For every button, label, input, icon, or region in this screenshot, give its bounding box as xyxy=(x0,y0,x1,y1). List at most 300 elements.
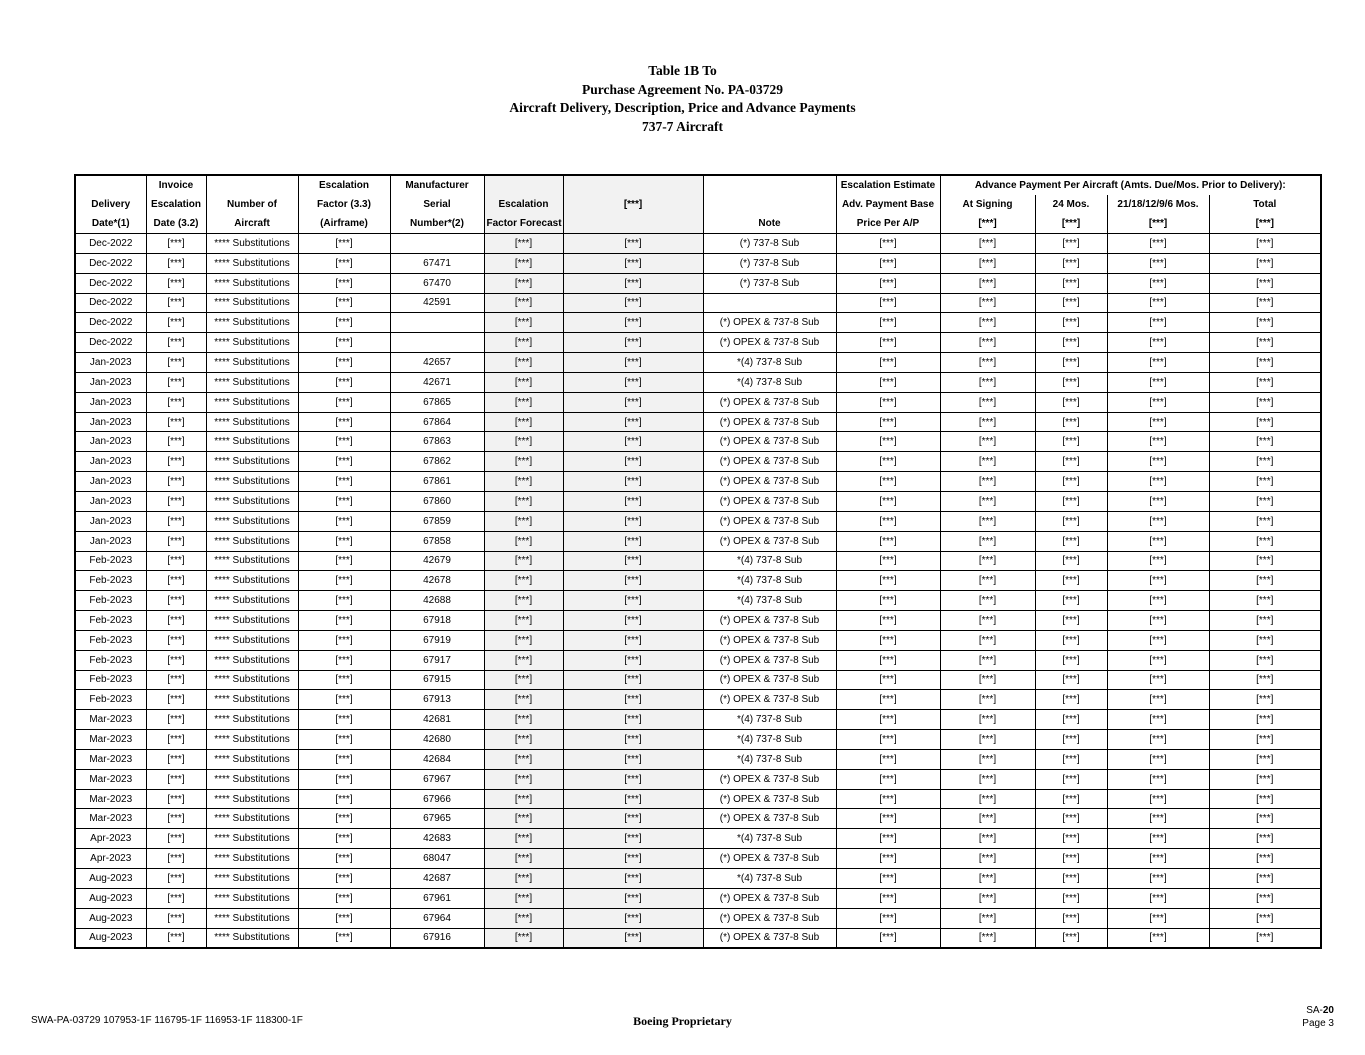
table-cell: [***] xyxy=(484,908,563,928)
table-cell: [***] xyxy=(836,769,940,789)
table-cell: [***] xyxy=(1035,928,1107,948)
table-cell: Jan-2023 xyxy=(75,511,146,531)
table-cell: [***] xyxy=(940,908,1035,928)
table-row xyxy=(75,789,1321,809)
table-cell: [***] xyxy=(1107,293,1209,313)
table-cell: **** Substitutions xyxy=(206,849,298,869)
table-cell: [***] xyxy=(836,253,940,273)
table-cell: [***] xyxy=(836,551,940,571)
table-cell: [***] xyxy=(146,888,206,908)
table-cell: [***] xyxy=(563,531,703,551)
table-cell: [***] xyxy=(146,234,206,254)
table-cell: *(4) 737-8 Sub xyxy=(703,551,836,571)
table-cell: Jan-2023 xyxy=(75,472,146,492)
table-row xyxy=(75,234,1321,254)
table-cell: [***] xyxy=(146,690,206,710)
table-cell: [***] xyxy=(146,571,206,591)
table-cell: [***] xyxy=(1209,749,1321,769)
table-cell: [***] xyxy=(563,730,703,750)
table-cell: [***] xyxy=(1209,571,1321,591)
table-cell: [***] xyxy=(1107,888,1209,908)
table-cell: [***] xyxy=(563,234,703,254)
table-cell: [***] xyxy=(484,670,563,690)
table-cell: [***] xyxy=(146,313,206,333)
table-cell: [***] xyxy=(940,253,1035,273)
table-cell: [***] xyxy=(940,888,1035,908)
sa-prefix: SA- xyxy=(1306,1005,1323,1016)
table-cell: [***] xyxy=(836,412,940,432)
table-cell: [***] xyxy=(1107,928,1209,948)
table-cell: 67966 xyxy=(390,789,484,809)
table-cell: [***] xyxy=(1107,273,1209,293)
table-cell: [***] xyxy=(1209,829,1321,849)
table-row xyxy=(75,888,1321,908)
table-cell: [***] xyxy=(484,432,563,452)
table-cell: [***] xyxy=(836,749,940,769)
table-cell: 67913 xyxy=(390,690,484,710)
table-cell: **** Substitutions xyxy=(206,491,298,511)
table-cell: **** Substitutions xyxy=(206,789,298,809)
table-cell: **** Substitutions xyxy=(206,392,298,412)
table-cell: 67915 xyxy=(390,670,484,690)
table-cell: [***] xyxy=(1035,650,1107,670)
table-row xyxy=(75,829,1321,849)
table-cell: [***] xyxy=(1107,611,1209,631)
table-cell: [***] xyxy=(1107,730,1209,750)
table-cell: [***] xyxy=(1035,511,1107,531)
table-cell: **** Substitutions xyxy=(206,928,298,948)
table-row xyxy=(75,591,1321,611)
table-cell xyxy=(390,333,484,353)
table-header xyxy=(75,175,1321,234)
table-cell: [***] xyxy=(563,809,703,829)
table-cell: [***] xyxy=(836,591,940,611)
table-cell: [***] xyxy=(940,491,1035,511)
table-cell: [***] xyxy=(1107,591,1209,611)
table-cell: [***] xyxy=(1209,710,1321,730)
table-cell: (*) OPEX & 737-8 Sub xyxy=(703,789,836,809)
table-cell: [***] xyxy=(146,452,206,472)
header-row-1 xyxy=(75,175,1321,195)
table-cell: [***] xyxy=(1209,670,1321,690)
table-cell: [***] xyxy=(940,293,1035,313)
table-cell: [***] xyxy=(1209,313,1321,333)
table-cell: [***] xyxy=(563,888,703,908)
table-cell: [***] xyxy=(484,531,563,551)
table-cell: [***] xyxy=(146,333,206,353)
table-cell: [***] xyxy=(1209,591,1321,611)
header-cell: Manufacturer xyxy=(390,175,484,195)
header-cell: Total xyxy=(1253,199,1277,210)
table-cell: [***] xyxy=(1107,710,1209,730)
table-cell: **** Substitutions xyxy=(206,571,298,591)
table-cell: [***] xyxy=(1209,392,1321,412)
header-cell: Price Per A/P xyxy=(836,214,940,234)
table-cell: [***] xyxy=(298,611,390,631)
table-cell: **** Substitutions xyxy=(206,452,298,472)
table-row xyxy=(75,630,1321,650)
table-cell: [***] xyxy=(940,234,1035,254)
table-cell: 42671 xyxy=(390,372,484,392)
table-cell: [***] xyxy=(1035,472,1107,492)
table-cell: [***] xyxy=(1035,273,1107,293)
table-cell: [***] xyxy=(484,611,563,631)
table-cell: [***] xyxy=(563,353,703,373)
table-cell: Feb-2023 xyxy=(75,670,146,690)
table-cell: [***] xyxy=(1107,630,1209,650)
table-cell: [***] xyxy=(1209,432,1321,452)
table-cell: [***] xyxy=(298,829,390,849)
table-cell: [***] xyxy=(484,769,563,789)
table-cell: Jan-2023 xyxy=(75,491,146,511)
table-cell: [***] xyxy=(484,650,563,670)
table-cell: [***] xyxy=(146,372,206,392)
table-cell: [***] xyxy=(940,531,1035,551)
title-line-1: Table 1B To xyxy=(648,63,717,78)
table-cell: [***] xyxy=(1035,392,1107,412)
table-cell: [***] xyxy=(836,392,940,412)
table-cell: [***] xyxy=(484,928,563,948)
table-cell: [***] xyxy=(1035,313,1107,333)
header-cell: Adv. Payment Base xyxy=(836,195,940,214)
table-cell: Jan-2023 xyxy=(75,531,146,551)
table-cell: [***] xyxy=(1209,491,1321,511)
table-cell: 67964 xyxy=(390,908,484,928)
header-cell xyxy=(206,175,298,195)
table-cell: [***] xyxy=(1209,333,1321,353)
table-cell: [***] xyxy=(563,690,703,710)
header-cell: Serial xyxy=(390,195,484,214)
page-info xyxy=(1302,1004,1334,1030)
table-cell: 67859 xyxy=(390,511,484,531)
table-cell: **** Substitutions xyxy=(206,869,298,889)
table-cell: [***] xyxy=(298,730,390,750)
table-cell: [***] xyxy=(298,888,390,908)
table-cell: 42683 xyxy=(390,829,484,849)
table-cell: [***] xyxy=(298,333,390,353)
header-cell xyxy=(703,175,836,195)
table-cell: **** Substitutions xyxy=(206,511,298,531)
table-cell: **** Substitutions xyxy=(206,432,298,452)
table-cell: [***] xyxy=(940,273,1035,293)
table-cell: [***] xyxy=(563,769,703,789)
table-cell: [***] xyxy=(298,372,390,392)
table-cell: [***] xyxy=(836,372,940,392)
header-cell: Invoice xyxy=(146,175,206,195)
table-cell: [***] xyxy=(1107,313,1209,333)
table-cell: [***] xyxy=(836,571,940,591)
table-row xyxy=(75,432,1321,452)
table-cell: [***] xyxy=(1035,809,1107,829)
header-cell: Escalation xyxy=(484,195,563,214)
table-cell: [***] xyxy=(1209,372,1321,392)
table-cell: (*) OPEX & 737-8 Sub xyxy=(703,928,836,948)
table-cell: [***] xyxy=(836,650,940,670)
table-cell: [***] xyxy=(563,650,703,670)
table-cell: Feb-2023 xyxy=(75,630,146,650)
table-cell: 67918 xyxy=(390,611,484,631)
table-cell: **** Substitutions xyxy=(206,908,298,928)
table-cell: [***] xyxy=(1035,789,1107,809)
table-cell: [***] xyxy=(836,611,940,631)
table-cell: [***] xyxy=(146,273,206,293)
table-cell: **** Substitutions xyxy=(206,730,298,750)
table-cell: (*) OPEX & 737-8 Sub xyxy=(703,392,836,412)
table-cell: [***] xyxy=(484,591,563,611)
table-cell: 42680 xyxy=(390,730,484,750)
table-cell: [***] xyxy=(940,630,1035,650)
table-cell: Feb-2023 xyxy=(75,551,146,571)
header-cell: Date*(1) xyxy=(75,214,146,234)
table-cell: [***] xyxy=(484,234,563,254)
header-cell: [***] xyxy=(1035,214,1107,234)
table-cell: [***] xyxy=(563,789,703,809)
table-cell: [***] xyxy=(298,313,390,333)
table-cell: [***] xyxy=(940,869,1035,889)
table-row xyxy=(75,650,1321,670)
table-cell: [***] xyxy=(836,472,940,492)
table-cell: [***] xyxy=(1107,769,1209,789)
table-row xyxy=(75,730,1321,750)
table-cell: [***] xyxy=(1035,908,1107,928)
table-cell: [***] xyxy=(1209,531,1321,551)
table-row xyxy=(75,412,1321,432)
page-number: Page 3 xyxy=(1302,1018,1334,1029)
table-cell: [***] xyxy=(836,333,940,353)
table-cell: [***] xyxy=(1209,234,1321,254)
table-cell: [***] xyxy=(298,452,390,472)
header-cell: At Signing xyxy=(940,195,1035,214)
table-cell: [***] xyxy=(146,511,206,531)
table-cell: (*) 737-8 Sub xyxy=(703,234,836,254)
table-cell: 42684 xyxy=(390,749,484,769)
table-cell: [***] xyxy=(836,452,940,472)
table-cell: [***] xyxy=(484,313,563,333)
table-cell: Mar-2023 xyxy=(75,730,146,750)
table-cell: [***] xyxy=(298,908,390,928)
table-cell: Feb-2023 xyxy=(75,650,146,670)
table-cell: [***] xyxy=(940,353,1035,373)
header-cell: Delivery xyxy=(75,195,146,214)
table-cell: [***] xyxy=(298,353,390,373)
table-cell: [***] xyxy=(563,670,703,690)
table-cell: [***] xyxy=(484,412,563,432)
table-cell: [***] xyxy=(1209,273,1321,293)
table-cell: [***] xyxy=(484,452,563,472)
advance-payment-group-header: Advance Payment Per Aircraft (Amts. Due/Mos. Prior to Delivery): xyxy=(974,180,1286,191)
table-row xyxy=(75,293,1321,313)
table-cell: [***] xyxy=(1209,809,1321,829)
header-cell xyxy=(563,214,703,234)
table-cell: Apr-2023 xyxy=(75,829,146,849)
table-cell: (*) OPEX & 737-8 Sub xyxy=(703,670,836,690)
table-cell: [***] xyxy=(563,710,703,730)
table-cell: *(4) 737-8 Sub xyxy=(703,591,836,611)
table-cell: [***] xyxy=(1107,353,1209,373)
table-cell: *(4) 737-8 Sub xyxy=(703,571,836,591)
table-cell: [***] xyxy=(940,551,1035,571)
table-cell: [***] xyxy=(1035,372,1107,392)
table-row xyxy=(75,511,1321,531)
table-cell: [***] xyxy=(1035,611,1107,631)
table-cell: [***] xyxy=(563,591,703,611)
table-cell: [***] xyxy=(146,749,206,769)
table-cell: Aug-2023 xyxy=(75,928,146,948)
table-cell: **** Substitutions xyxy=(206,670,298,690)
table-cell: **** Substitutions xyxy=(206,650,298,670)
table-cell: [***] xyxy=(1256,932,1274,944)
table-cell: [***] xyxy=(1107,472,1209,492)
table-cell: [***] xyxy=(1107,452,1209,472)
table-cell: Feb-2023 xyxy=(75,690,146,710)
table-cell: [***] xyxy=(146,472,206,492)
table-cell: [***] xyxy=(1209,769,1321,789)
table-cell: [***] xyxy=(146,769,206,789)
table-cell: [***] xyxy=(836,353,940,373)
table-cell: [***] xyxy=(484,809,563,829)
table-cell: **** Substitutions xyxy=(206,293,298,313)
table-cell: Dec-2022 xyxy=(75,333,146,353)
table-cell: [***] xyxy=(1209,888,1321,908)
table-cell: (*) OPEX & 737-8 Sub xyxy=(703,472,836,492)
table-cell: [***] xyxy=(1107,491,1209,511)
table-cell: [***] xyxy=(1209,452,1321,472)
table-cell: [***] xyxy=(146,491,206,511)
table-cell: [***] xyxy=(563,611,703,631)
table-cell: [***] xyxy=(563,472,703,492)
table-cell: *(4) 737-8 Sub xyxy=(703,353,836,373)
table-cell: [***] xyxy=(1107,749,1209,769)
table-cell: 67916 xyxy=(390,928,484,948)
table-cell: [***] xyxy=(1035,710,1107,730)
table-cell: *(4) 737-8 Sub xyxy=(703,829,836,849)
table-cell: [***] xyxy=(484,571,563,591)
table-row xyxy=(75,749,1321,769)
table-cell: [***] xyxy=(298,531,390,551)
table-cell: [***] xyxy=(298,491,390,511)
table-cell: [***] xyxy=(484,472,563,492)
table-cell: [***] xyxy=(563,511,703,531)
title-line-3: Aircraft Delivery, Description, Price and Advance Payments xyxy=(509,100,856,115)
table-cell: [***] xyxy=(1035,730,1107,750)
table-cell: [***] xyxy=(298,710,390,730)
table-body xyxy=(75,234,1321,949)
header-cell: [***] xyxy=(1107,214,1209,234)
table-cell: [***] xyxy=(563,869,703,889)
table-cell xyxy=(703,293,836,313)
title-line-4: 737-7 Aircraft xyxy=(641,118,724,134)
table-cell: [***] xyxy=(484,630,563,650)
table-cell: 67917 xyxy=(390,650,484,670)
table-cell: [***] xyxy=(1209,730,1321,750)
table-row xyxy=(75,670,1321,690)
table-cell: [***] xyxy=(836,670,940,690)
table-cell: Aug-2023 xyxy=(75,888,146,908)
table-cell: [***] xyxy=(1035,253,1107,273)
table-row xyxy=(75,273,1321,293)
table-cell: [***] xyxy=(940,849,1035,869)
table-cell: [***] xyxy=(563,372,703,392)
table-cell: [***] xyxy=(940,313,1035,333)
table-cell: [***] xyxy=(563,293,703,313)
table-row xyxy=(75,769,1321,789)
table-cell: [***] xyxy=(298,769,390,789)
table-cell: (*) OPEX & 737-8 Sub xyxy=(703,809,836,829)
table-cell: [***] xyxy=(1035,769,1107,789)
table-cell: [***] xyxy=(298,253,390,273)
table-cell: [***] xyxy=(1209,690,1321,710)
table-cell: **** Substitutions xyxy=(206,531,298,551)
table-cell: [***] xyxy=(1209,253,1321,273)
table-cell: 67965 xyxy=(390,809,484,829)
table-cell: [***] xyxy=(484,253,563,273)
title-line-2: Purchase Agreement No. PA-03729 xyxy=(582,81,783,97)
table-cell: [***] xyxy=(146,630,206,650)
table-cell: [***] xyxy=(146,353,206,373)
table-cell: 67858 xyxy=(390,531,484,551)
header-cell xyxy=(703,195,836,214)
table-cell: [***] xyxy=(1035,849,1107,869)
table-cell: Feb-2023 xyxy=(75,591,146,611)
table-cell: [***] xyxy=(484,888,563,908)
table-cell: 42688 xyxy=(390,591,484,611)
table-cell: [***] xyxy=(298,869,390,889)
table-cell: [***] xyxy=(298,670,390,690)
table-cell: [***] xyxy=(1209,630,1321,650)
table-cell: [***] xyxy=(836,690,940,710)
table-cell: [***] xyxy=(836,511,940,531)
delivery-table xyxy=(74,174,1322,949)
table-cell: [***] xyxy=(1035,591,1107,611)
table-cell: [***] xyxy=(484,273,563,293)
table-cell: 67861 xyxy=(390,472,484,492)
table-cell: [***] xyxy=(1035,531,1107,551)
table-cell: [***] xyxy=(484,511,563,531)
table-cell: [***] xyxy=(836,829,940,849)
table-cell: (*) OPEX & 737-8 Sub xyxy=(703,491,836,511)
table-cell: *(4) 737-8 Sub xyxy=(703,372,836,392)
table-cell: **** Substitutions xyxy=(206,333,298,353)
table-cell: Dec-2022 xyxy=(75,313,146,333)
table-cell: [***] xyxy=(1209,412,1321,432)
table-cell: [***] xyxy=(484,551,563,571)
table-cell: 67919 xyxy=(390,630,484,650)
table-row xyxy=(75,472,1321,492)
table-cell: 67470 xyxy=(390,273,484,293)
table-cell: *(4) 737-8 Sub xyxy=(703,869,836,889)
table-cell: [***] xyxy=(1209,789,1321,809)
table-cell: [***] xyxy=(298,928,390,948)
table-cell: [***] xyxy=(1209,353,1321,373)
table-cell: [***] xyxy=(1035,452,1107,472)
table-cell: [***] xyxy=(146,253,206,273)
table-cell: [***] xyxy=(836,273,940,293)
table-cell: (*) OPEX & 737-8 Sub xyxy=(703,888,836,908)
table-cell: [***] xyxy=(940,690,1035,710)
table-cell: [***] xyxy=(563,392,703,412)
table-cell: [***] xyxy=(484,849,563,869)
table-cell: [***] xyxy=(1209,551,1321,571)
table-cell: **** Substitutions xyxy=(206,353,298,373)
table-cell: (*) OPEX & 737-8 Sub xyxy=(703,511,836,531)
table-cell: [***] xyxy=(1035,749,1107,769)
table-cell: [***] xyxy=(1209,650,1321,670)
table-cell: [***] xyxy=(836,849,940,869)
table-cell: [***] xyxy=(1209,908,1321,928)
table-cell: [***] xyxy=(1107,670,1209,690)
table-cell: **** Substitutions xyxy=(206,769,298,789)
table-cell: Feb-2023 xyxy=(75,571,146,591)
